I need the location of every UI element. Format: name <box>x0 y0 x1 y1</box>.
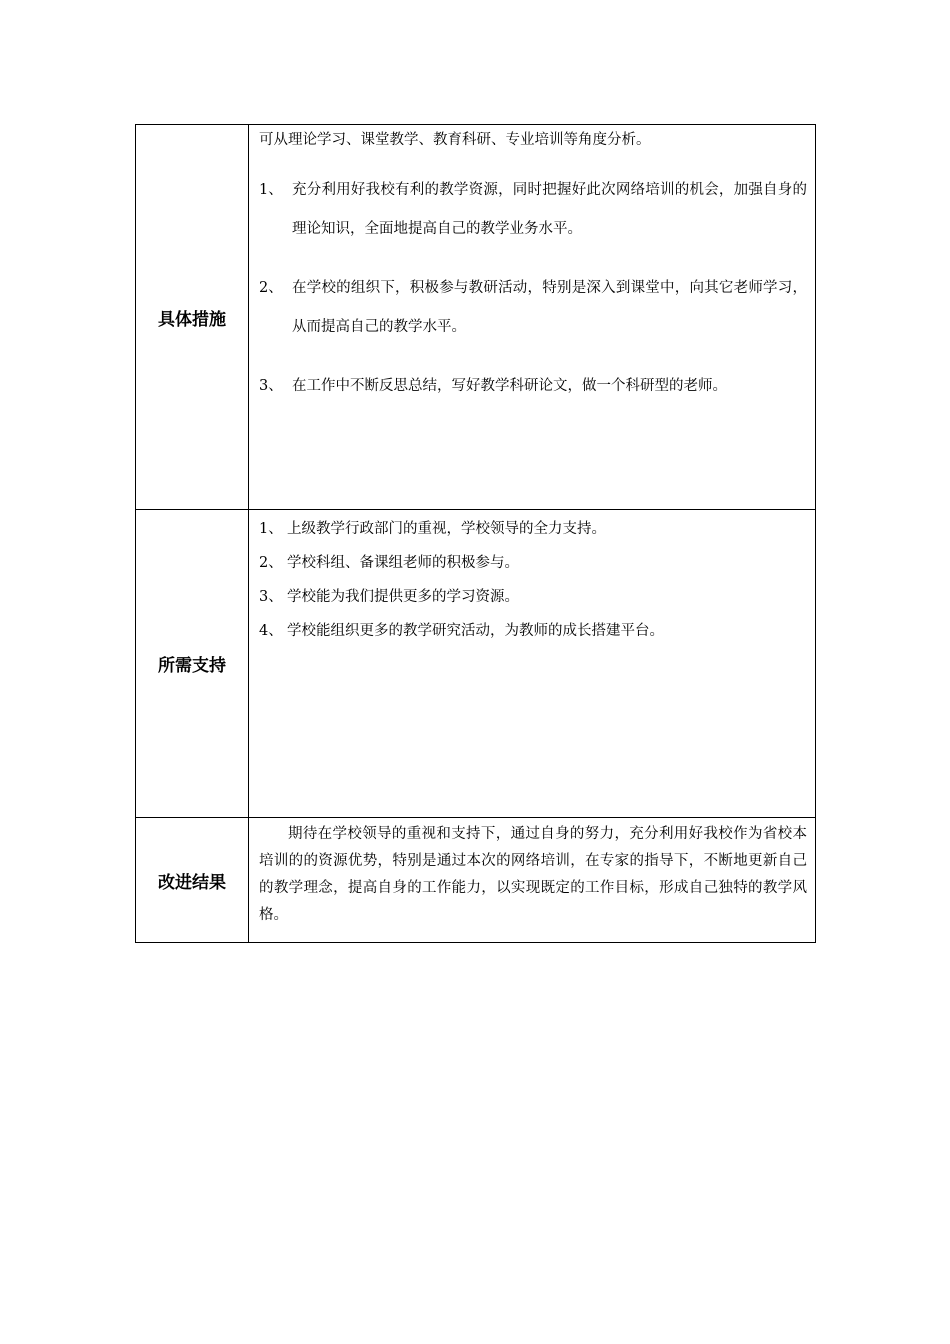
measures-row <box>136 125 816 510</box>
measure-item-text: 在工作中不断反思总结，写好教学科研论文，做一个科研型的老师。 <box>292 378 727 394</box>
support-item-number: 4、 <box>259 623 283 639</box>
result-content <box>249 818 816 943</box>
measure-item <box>259 367 807 406</box>
support-item-number: 3、 <box>259 589 283 605</box>
support-item-number: 1、 <box>259 521 283 537</box>
support-item-number: 2、 <box>259 555 283 571</box>
measures-content <box>249 125 816 510</box>
plan-table <box>135 124 816 943</box>
support-item <box>259 580 807 614</box>
measures-intro: 可从理论学习、课堂教学、教育科研、专业培训等角度分析。 <box>259 132 651 148</box>
support-item <box>259 546 807 580</box>
support-item-text: 学校能组织更多的教学研究活动，为教师的成长搭建平台。 <box>287 623 664 639</box>
support-list <box>259 512 807 648</box>
support-content <box>249 510 816 818</box>
measure-item-number: 3、 <box>259 378 283 394</box>
measure-item-number: 2、 <box>259 280 283 296</box>
measure-item <box>259 171 807 249</box>
support-item-text: 学校科组、备课组老师的积极参与。 <box>287 555 519 571</box>
support-item <box>259 512 807 546</box>
support-row <box>136 510 816 818</box>
support-item <box>259 614 807 648</box>
support-item-text: 上级教学行政部门的重视，学校领导的全力支持。 <box>287 521 606 537</box>
support-item-text: 学校能为我们提供更多的学习资源。 <box>287 589 519 605</box>
result-label: 改进结果 <box>136 818 249 943</box>
measures-label: 具体措施 <box>136 125 249 510</box>
measure-item-text: 充分利用好我校有利的教学资源，同时把握好此次网络培训的机会，加强自身的理论知识，全面地提高自己的教学业务水平。 <box>292 182 807 237</box>
support-label: 所需支持 <box>136 510 249 818</box>
measure-item-number: 1、 <box>259 182 283 198</box>
result-paragraph: 期待在学校领导的重视和支持下，通过自身的努力，充分利用好我校作为省校本培训的的资源优势，特别是通过本次的网络培训，在专家的指导下，不断地更新自己的教学理念，提高自身的工作能力，以实现既定的工作目标，形成自己独特的教学风格。 <box>259 826 807 923</box>
result-row <box>136 818 816 943</box>
measure-item-text: 在学校的组织下，积极参与教研活动，特别是深入到课堂中，向其它老师学习，从而提高自己的教学水平。 <box>292 280 807 335</box>
measure-item <box>259 269 807 347</box>
